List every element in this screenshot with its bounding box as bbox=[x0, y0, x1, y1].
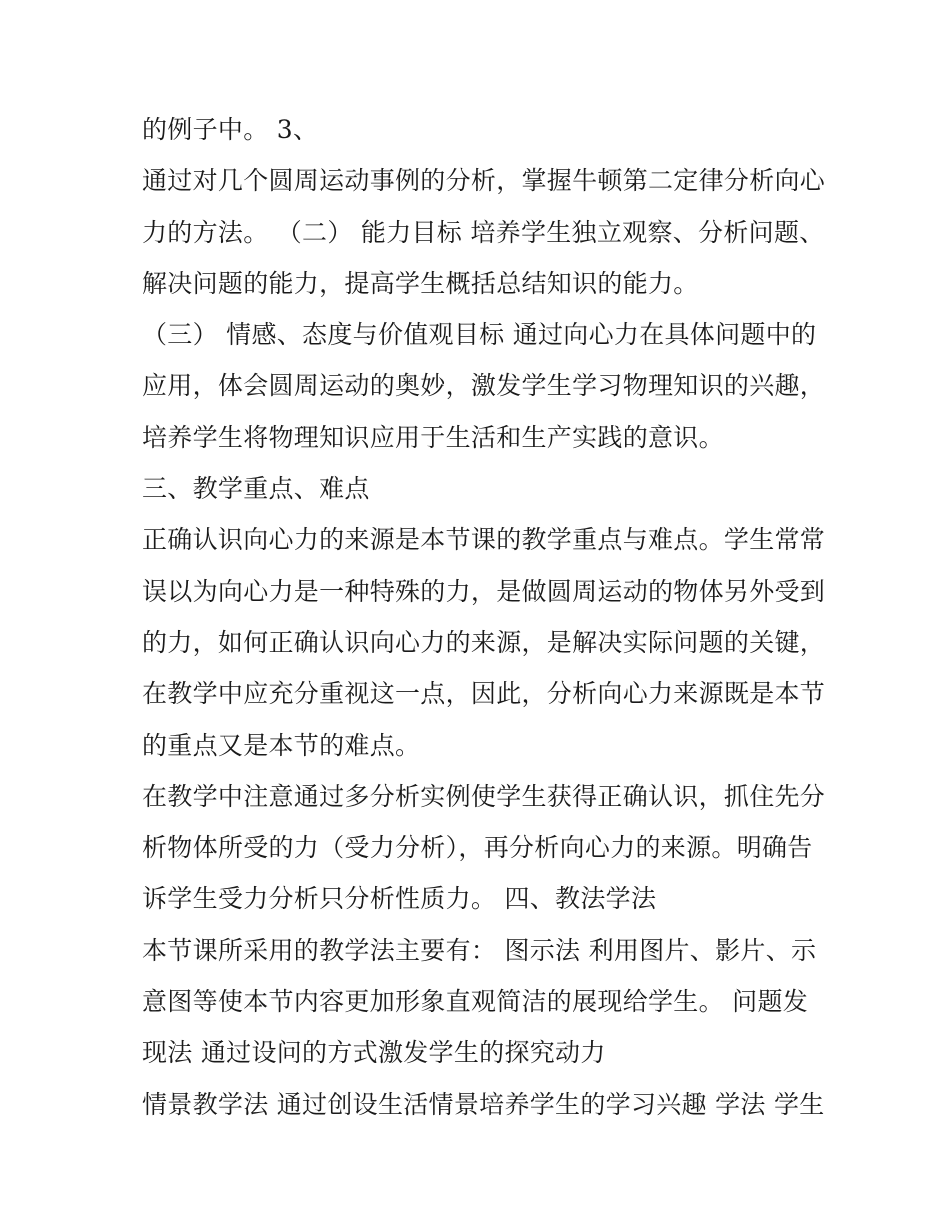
text-line: 误以为向心力是一种特殊的力，是做圆周运动的物体另外受到 bbox=[142, 576, 826, 606]
text-line: 情景教学法 通过创设生活情景培养学生的学习兴趣 学法 学生 bbox=[142, 1089, 825, 1119]
text-line: 在教学中应充分重视这一点，因此，分析向心力来源既是本节 bbox=[142, 679, 826, 709]
text-line: 诉学生受力分析只分析性质力。 四、教法学法 bbox=[142, 884, 657, 914]
text-line: 通过对几个圆周运动事例的分析，掌握牛顿第二定律分析向心 bbox=[142, 166, 826, 196]
text-line: 正确认识向心力的来源是本节课的教学重点与难点。学生常常 bbox=[142, 525, 826, 555]
text-line: 意图等使本节内容更加形象直观简洁的展现给学生。 问题发 bbox=[142, 987, 809, 1017]
text-line: （三） 情感、态度与价值观目标 通过向心力在具体问题中的 bbox=[142, 320, 817, 350]
text-line: 解决问题的能力，提高学生概括总结知识的能力。 bbox=[142, 268, 699, 298]
text-line: 的力，如何正确认识向心力的来源，是解决实际问题的关键， bbox=[142, 627, 826, 657]
document-body bbox=[142, 104, 826, 1130]
text-line: 的例子中。 3、 bbox=[142, 115, 319, 144]
text-line: 培养学生将物理知识应用于生活和生产实践的意识。 bbox=[142, 422, 724, 452]
text-line: 本节课所采用的教学法主要有： 图示法 利用图片、影片、示 bbox=[142, 935, 817, 965]
text-line: 力的方法。 （二） 能力目标 培养学生独立观察、分析问题、 bbox=[142, 217, 825, 247]
text-line: 在教学中注意通过多分析实例使学生获得正确认识，抓住先分 bbox=[142, 781, 826, 811]
text-line: 应用，体会圆周运动的奥妙，激发学生学习物理知识的兴趣， bbox=[142, 371, 826, 401]
text-line: 现法 通过设问的方式激发学生的探究动力 bbox=[142, 1038, 606, 1068]
text-line: 析物体所受的力（受力分析），再分析向心力的来源。明确告 bbox=[142, 833, 813, 863]
section-heading: 三、教学重点、难点 bbox=[142, 474, 370, 504]
text-line: 的重点又是本节的难点。 bbox=[142, 730, 421, 760]
